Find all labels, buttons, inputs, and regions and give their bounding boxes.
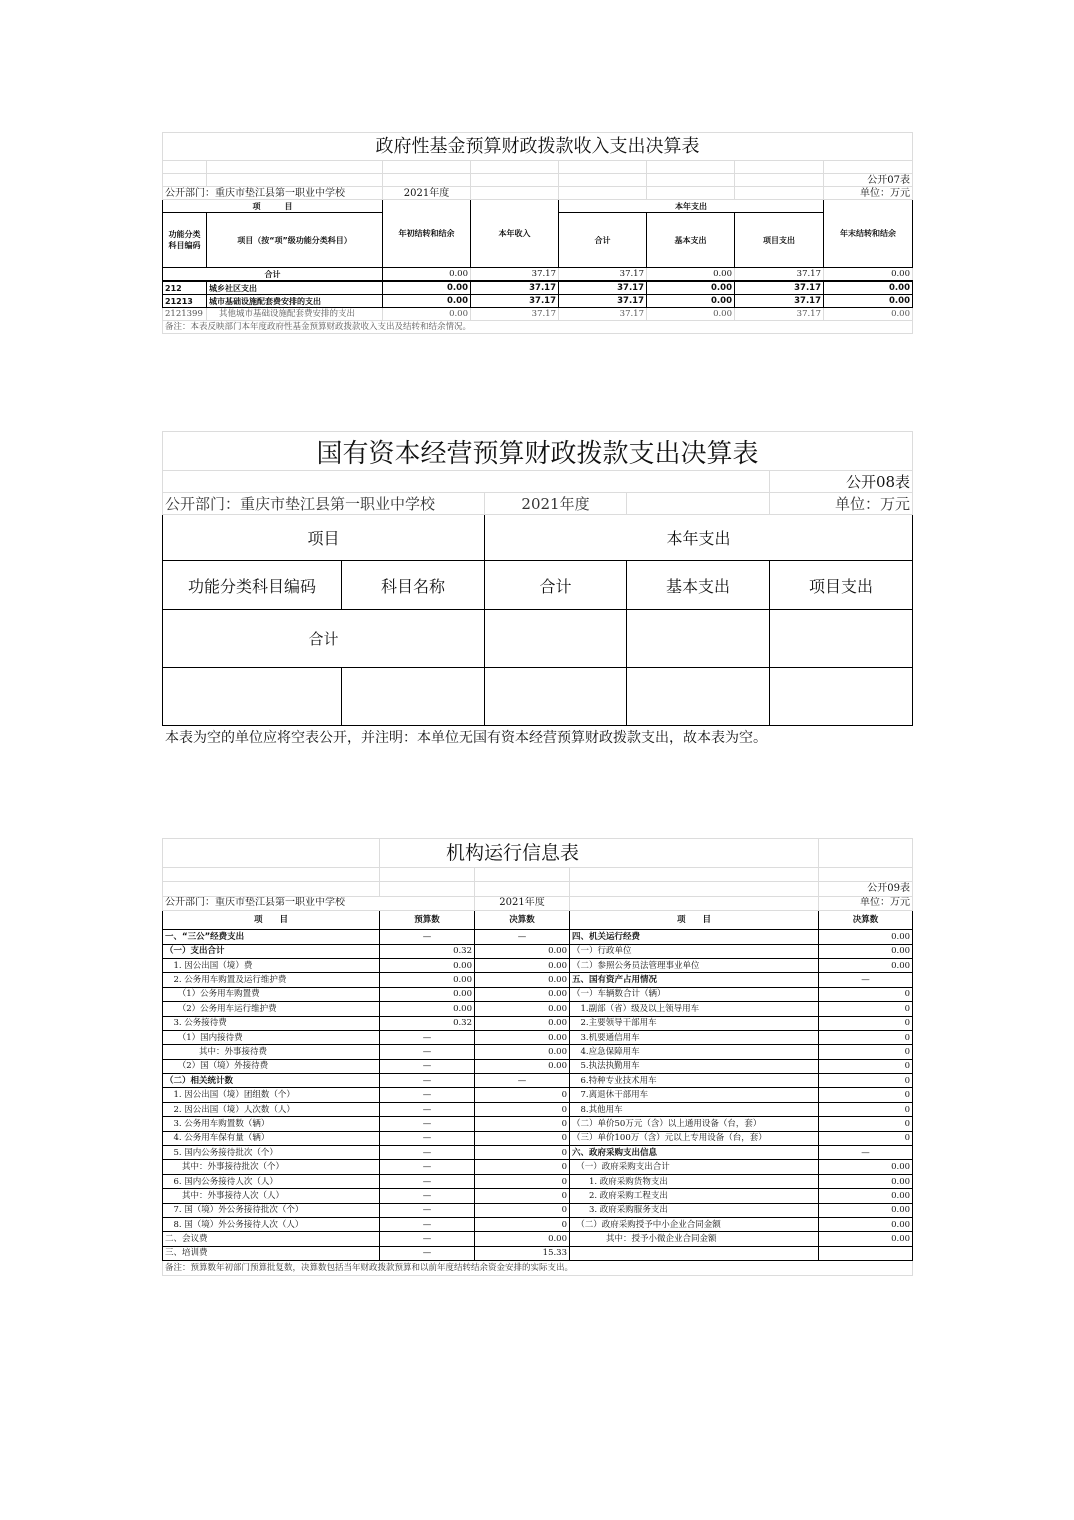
cell-left-item: 2. 公务用车购置及运行维护费 (163, 973, 380, 987)
cell-code: 21213 (163, 295, 207, 308)
cell-right-item: （一）车辆数合计（辆） (570, 987, 819, 1001)
cell-name: 合计 (163, 268, 383, 282)
cell-left-item: （二）相关统计数 (163, 1074, 380, 1088)
table-row (163, 1203, 913, 1217)
cell-begin: 0.00 (383, 295, 471, 308)
cell-budget: — (380, 1232, 475, 1246)
cell-total: 37.17 (559, 308, 647, 321)
table-07-header-basic: 基本支出 (647, 213, 735, 268)
cell-budget: — (380, 1045, 475, 1059)
table-row (163, 1002, 913, 1016)
cell-left-item: 4. 公务用车保有量（辆） (163, 1131, 380, 1145)
table-07-note: 备注：本表反映部门本年度政府性基金预算财政拨款收入支出及结转和结余情况。 (163, 321, 913, 334)
table-row (163, 930, 913, 944)
table-row (163, 268, 913, 282)
table-row (163, 295, 913, 308)
cell-basic: 0.00 (647, 308, 735, 321)
cell-final: 0.00 (475, 1030, 570, 1044)
cell-income: 37.17 (471, 281, 559, 295)
cell-project: 37.17 (735, 308, 824, 321)
cell-right-value: 0.00 (819, 1160, 913, 1174)
cell-right-item: 3. 政府采购服务支出 (570, 1203, 819, 1217)
cell-right-value: 0 (819, 1117, 913, 1131)
cell-budget: 0.00 (380, 987, 475, 1001)
table-08-header-this-year-exp: 本年支出 (485, 515, 913, 561)
cell-left-item: （1）国内接待费 (163, 1030, 380, 1044)
table-08 (162, 431, 913, 726)
cell-right-item: 5.执法执勤用车 (570, 1059, 819, 1073)
cell-budget: — (380, 1217, 475, 1231)
table-08-header-basic: 基本支出 (627, 561, 770, 610)
table-09-header-item2: 项 目 (570, 911, 819, 930)
cell-final: 0 (475, 1146, 570, 1160)
table-08-header-total: 合计 (485, 561, 627, 610)
cell-right-value: 0.00 (819, 1203, 913, 1217)
table-row (163, 1160, 913, 1174)
cell-project: 37.17 (735, 268, 824, 282)
table-08-year: 2021年度 (485, 493, 627, 515)
table-row (163, 1217, 913, 1231)
cell-right-value: 0 (819, 1045, 913, 1059)
cell-right-item: （二）单价50万元（含）以上通用设备（台，套） (570, 1117, 819, 1131)
cell-right-value: 0 (819, 1088, 913, 1102)
cell-right-item: 1.副部（省）级及以上领导用车 (570, 1002, 819, 1016)
cell-income: 37.17 (471, 268, 559, 282)
cell-final: 0 (475, 1160, 570, 1174)
table-07-year: 2021年度 (383, 187, 471, 200)
cell-left-item: 7. 国（境）外公务接待批次（个） (163, 1203, 380, 1217)
table-08-header-code: 功能分类科目编码 (163, 561, 342, 610)
cell-right-item: 六、政府采购支出信息 (570, 1146, 819, 1160)
cell-right-item: （二）政府采购授予中小企业合同金额 (570, 1217, 819, 1231)
cell-begin: 0.00 (383, 268, 471, 282)
cell-right-value: 0.00 (819, 944, 913, 958)
cell-right-item: 4.应急保障用车 (570, 1045, 819, 1059)
cell-code: 212 (163, 281, 207, 295)
cell-budget: — (380, 1174, 475, 1188)
table-07 (162, 132, 913, 334)
cell-final: 0 (475, 1189, 570, 1203)
table-09-body (163, 930, 913, 1261)
cell-final: 0.00 (475, 1232, 570, 1246)
cell-right-value: 0 (819, 1131, 913, 1145)
table-row (163, 1232, 913, 1246)
cell-final: — (475, 1074, 570, 1088)
cell-budget: — (380, 1146, 475, 1160)
cell-budget: — (380, 1160, 475, 1174)
cell-budget: 0.32 (380, 1016, 475, 1030)
cell-right-item: 1. 政府采购货物支出 (570, 1174, 819, 1188)
cell-final: 0.00 (475, 958, 570, 972)
table-09 (162, 838, 913, 1276)
cell-left-item: 2. 因公出国（境）人次数（人） (163, 1102, 380, 1116)
table-09-section (162, 838, 912, 1276)
cell-total: 37.17 (559, 268, 647, 282)
cell-budget: 0.00 (380, 1002, 475, 1016)
cell-final: 0 (475, 1117, 570, 1131)
cell-left-item: 3. 公务用车购置数（辆） (163, 1117, 380, 1131)
table-08-title: 国有资本经营预算财政拨款支出决算表 (163, 432, 913, 471)
table-07-header-income: 本年收入 (471, 200, 559, 268)
table-07-header-name: 项目（按“项”级功能分类科目） (207, 213, 383, 268)
cell-right-item: 8.其他用车 (570, 1102, 819, 1116)
cell-budget: 0.32 (380, 944, 475, 958)
cell-left-item: 1. 因公出国（境）团组数（个） (163, 1088, 380, 1102)
cell-left-item: 1. 因公出国（境）费 (163, 958, 380, 972)
cell-final: 0.00 (475, 973, 570, 987)
table-row (163, 1102, 913, 1116)
cell-budget: — (380, 1102, 475, 1116)
table-08-section (162, 431, 912, 747)
table-row (163, 1117, 913, 1131)
table-07-header-end: 年末结转和结余 (824, 200, 913, 268)
table-row (163, 973, 913, 987)
cell-basic: 0.00 (647, 281, 735, 295)
table-row (163, 1174, 913, 1188)
table-row (163, 1131, 913, 1145)
table-row (163, 1088, 913, 1102)
cell-right-value: 0.00 (819, 1232, 913, 1246)
cell-right-item: 2. 政府采购工程支出 (570, 1189, 819, 1203)
cell-left-item: 一、“三公”经费支出 (163, 930, 380, 944)
table-09-header-budget: 预算数 (380, 911, 475, 930)
cell-project: 37.17 (735, 281, 824, 295)
cell-left-item: 5. 国内公务接待批次（个） (163, 1146, 380, 1160)
cell-final: 0.00 (475, 1016, 570, 1030)
table-row (163, 944, 913, 958)
cell-final: 0 (475, 1088, 570, 1102)
table-07-section (162, 132, 912, 334)
cell-budget: — (380, 1088, 475, 1102)
table-08-header-project: 项目支出 (770, 561, 913, 610)
table-row (163, 610, 913, 668)
table-row (163, 308, 913, 321)
cell-budget: 0.00 (380, 973, 475, 987)
cell-right-value: 0 (819, 1016, 913, 1030)
table-row (163, 1045, 913, 1059)
table-09-header-final: 决算数 (475, 911, 570, 930)
cell-final: 0 (475, 1174, 570, 1188)
cell-left-item: 其中：外事接待费 (163, 1045, 380, 1059)
cell-end: 0.00 (824, 308, 913, 321)
cell-begin: 0.00 (383, 308, 471, 321)
cell-right-item: 五、国有资产占用情况 (570, 973, 819, 987)
cell-total: 37.17 (559, 295, 647, 308)
cell-end: 0.00 (824, 268, 913, 282)
table-08-unit: 单位：万元 (770, 493, 913, 515)
cell-right-value: 0 (819, 1102, 913, 1116)
cell-final: 0 (475, 1102, 570, 1116)
cell-right-item: 7.离退休干部用车 (570, 1088, 819, 1102)
cell-final: 0.00 (475, 944, 570, 958)
cell-basic: 0.00 (647, 295, 735, 308)
cell-left-item: 8. 国（境）外公务接待人次（人） (163, 1217, 380, 1231)
table-09-dept: 公开部门：重庆市垫江县第一职业中学校 (163, 896, 475, 910)
cell-end: 0.00 (824, 295, 913, 308)
cell-right-value (819, 1246, 913, 1260)
table-08-dept: 公开部门：重庆市垫江县第一职业中学校 (163, 493, 485, 515)
cell-right-value: 0 (819, 1002, 913, 1016)
cell-right-item: （一）政府采购支出合计 (570, 1160, 819, 1174)
table-row (163, 281, 913, 295)
cell-income: 37.17 (471, 308, 559, 321)
cell-budget: — (380, 1189, 475, 1203)
table-07-header-total: 合计 (559, 213, 647, 268)
cell-total: 37.17 (559, 281, 647, 295)
cell-code: 2121399 (163, 308, 207, 321)
cell-budget: — (380, 1059, 475, 1073)
cell-budget: — (380, 1074, 475, 1088)
table-07-code: 公开07表 (824, 174, 913, 187)
cell-left-item: （2）公务用车运行维护费 (163, 1002, 380, 1016)
cell-right-item (570, 1246, 819, 1260)
cell-right-value: — (819, 1146, 913, 1160)
table-09-title: 机构运行信息表 (380, 839, 819, 868)
table-row (163, 1074, 913, 1088)
table-row (163, 1030, 913, 1044)
cell-final: 0 (475, 1203, 570, 1217)
table-row (163, 987, 913, 1001)
table-09-header-item: 项 目 (163, 911, 380, 930)
table-09-unit: 单位：万元 (819, 896, 913, 910)
table-row (163, 1059, 913, 1073)
cell-left-item: （1）公务用车购置费 (163, 987, 380, 1001)
table-09-header-final2: 决算数 (819, 911, 913, 930)
cell-budget: 0.00 (380, 958, 475, 972)
cell-budget: — (380, 1117, 475, 1131)
cell-right-value: 0.00 (819, 1174, 913, 1188)
table-row (163, 958, 913, 972)
cell-left-item: 三、培训费 (163, 1246, 380, 1260)
table-07-header-code: 功能分类科目编码 (163, 213, 207, 268)
table-row (163, 1146, 913, 1160)
cell-right-value: 0.00 (819, 1189, 913, 1203)
cell-begin: 0.00 (383, 281, 471, 295)
table-09-note: 备注：预算数年初部门预算批复数，决算数包括当年财政拨款预算和以前年度结转结余资金安排的实际支出。 (163, 1261, 913, 1275)
cell-left-item: 其中：外事接待人次（人） (163, 1189, 380, 1203)
table-08-total-label: 合计 (163, 610, 485, 668)
table-07-header-this-year-exp: 本年支出 (559, 200, 824, 213)
cell-right-item: 四、机关运行经费 (570, 930, 819, 944)
table-08-header-item: 项目 (163, 515, 485, 561)
table-07-unit: 单位：万元 (824, 187, 913, 200)
cell-left-item: 其中：外事接待批次（个） (163, 1160, 380, 1174)
cell-left-item: 二、会议费 (163, 1232, 380, 1246)
cell-budget: — (380, 1246, 475, 1260)
table-07-title: 政府性基金预算财政拨款收入支出决算表 (163, 133, 913, 161)
cell-final: 0.00 (475, 1059, 570, 1073)
cell-right-value: 0 (819, 1074, 913, 1088)
cell-name: 城市基础设施配套费安排的支出 (207, 295, 383, 308)
table-07-header-project: 项目支出 (735, 213, 824, 268)
table-09-code: 公开09表 (819, 882, 913, 896)
table-07-dept: 公开部门：重庆市垫江县第一职业中学校 (163, 187, 383, 200)
cell-final: — (475, 930, 570, 944)
table-08-header-name: 科目名称 (342, 561, 485, 610)
table-08-code: 公开08表 (770, 471, 913, 493)
cell-right-item: 其中：授予小微企业合同金额 (570, 1232, 819, 1246)
cell-right-value: 0 (819, 1030, 913, 1044)
cell-right-value: 0.00 (819, 958, 913, 972)
cell-right-item: 3.机要通信用车 (570, 1030, 819, 1044)
cell-income: 37.17 (471, 295, 559, 308)
cell-final: 15.33 (475, 1246, 570, 1260)
cell-basic: 0.00 (647, 268, 735, 282)
table-row (163, 1246, 913, 1260)
cell-right-item: （二）参照公务员法管理事业单位 (570, 958, 819, 972)
cell-final: 0 (475, 1217, 570, 1231)
cell-left-item: 6. 国内公务接待人次（人） (163, 1174, 380, 1188)
cell-left-item: 3. 公务接待费 (163, 1016, 380, 1030)
cell-final: 0.00 (475, 1002, 570, 1016)
cell-budget: — (380, 1030, 475, 1044)
table-row (163, 668, 913, 726)
cell-budget: — (380, 1131, 475, 1145)
cell-right-item: 6.特种专业技术用车 (570, 1074, 819, 1088)
cell-right-value: 0.00 (819, 1217, 913, 1231)
cell-final: 0.00 (475, 1045, 570, 1059)
cell-name: 其他城市基础设施配套费安排的支出 (207, 308, 383, 321)
cell-right-item: （一）行政单位 (570, 944, 819, 958)
cell-right-item: （三）单价100万（含）元以上专用设备（台，套） (570, 1131, 819, 1145)
table-row (163, 1016, 913, 1030)
cell-left-item: （一）支出合计 (163, 944, 380, 958)
cell-final: 0 (475, 1131, 570, 1145)
cell-right-value: 0 (819, 1059, 913, 1073)
cell-right-value: — (819, 973, 913, 987)
cell-final: 0.00 (475, 987, 570, 1001)
cell-budget: — (380, 930, 475, 944)
cell-budget: — (380, 1203, 475, 1217)
table-row (163, 1189, 913, 1203)
table-09-year: 2021年度 (475, 896, 570, 910)
cell-project: 37.17 (735, 295, 824, 308)
table-07-header-begin: 年初结转和结余 (383, 200, 471, 268)
cell-right-value: 0.00 (819, 930, 913, 944)
cell-right-value: 0 (819, 987, 913, 1001)
table-08-note: 本表为空的单位应将空表公开，并注明：本单位无国有资本经营预算财政拨款支出，故本表为空。 (165, 730, 767, 746)
cell-right-item: 2.主要领导干部用车 (570, 1016, 819, 1030)
cell-left-item: （2）国（境）外接待费 (163, 1059, 380, 1073)
cell-name: 城乡社区支出 (207, 281, 383, 295)
table-07-header-item: 项 目 (163, 200, 383, 213)
cell-end: 0.00 (824, 281, 913, 295)
